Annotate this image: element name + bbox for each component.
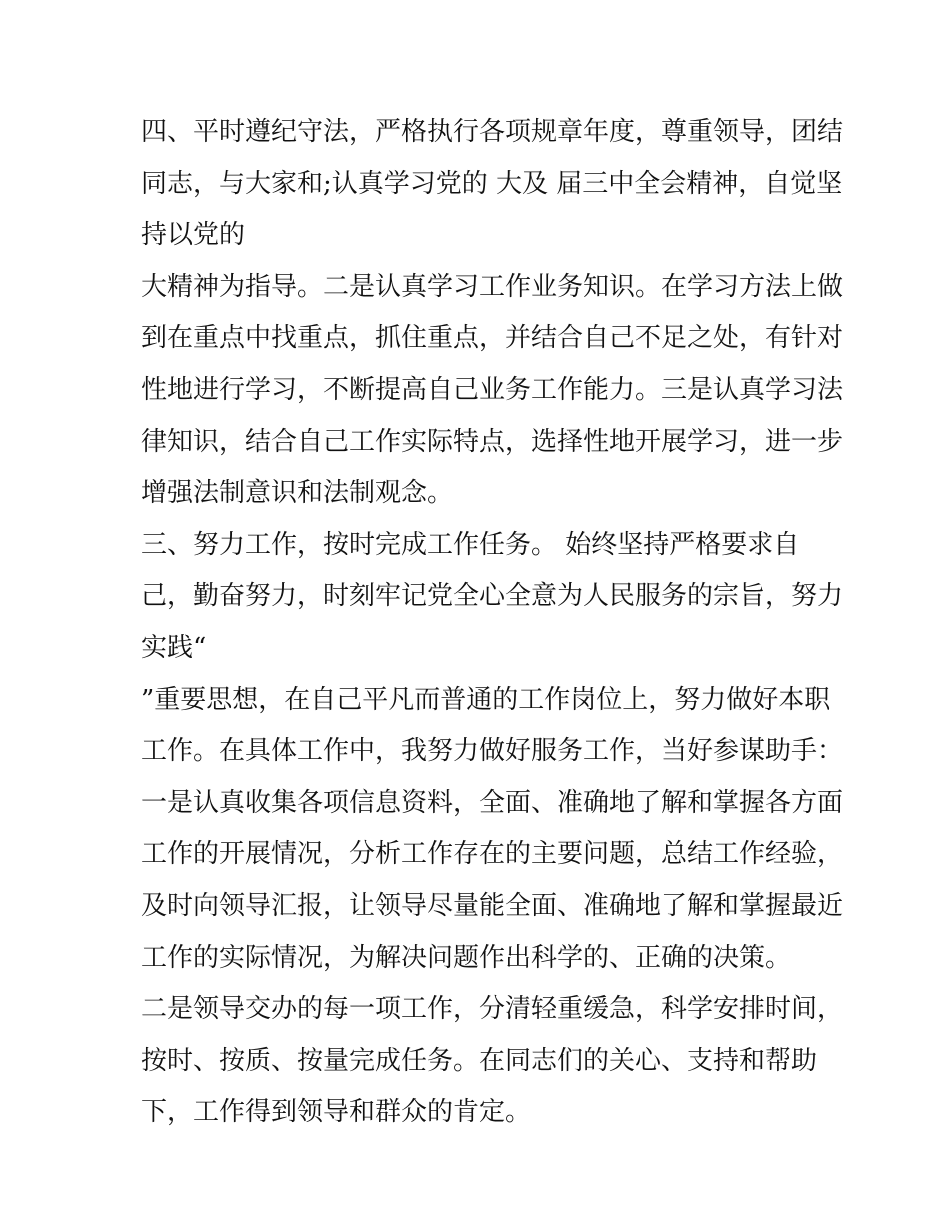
text-line: 及时向领导汇报，让领导尽量能全面、准确地了解和掌握最近 bbox=[141, 890, 844, 921]
text-line: 二是领导交办的每一项工作，分清轻重缓急，科学安排时间， bbox=[141, 994, 844, 1025]
text-line: 持以党的 bbox=[141, 220, 246, 251]
text-line: 性地进行学习，不断提高自己业务工作能力。三是认真学习法 bbox=[141, 374, 844, 405]
text-line: 律知识，结合自己工作实际特点，选择性地开展学习，进一步 bbox=[141, 426, 844, 457]
body-text bbox=[141, 107, 844, 1139]
text-line: 工作的实际情况，为解决问题作出科学的、正确的决策。 bbox=[141, 942, 792, 973]
text-line: 下，工作得到领导和群众的肯定。 bbox=[141, 1097, 532, 1128]
text-line: 一是认真收集各项信息资料，全面、准确地了解和掌握各方面 bbox=[141, 787, 844, 818]
text-line: 四、平时遵纪守法，严格执行各项规章年度，尊重领导，团结 bbox=[141, 117, 844, 147]
text-line: 同志，与大家和;认真学习党的 大及 届三中全会精神，自觉坚 bbox=[141, 168, 843, 199]
text-line: 按时、按质、按量完成任务。在同志们的关心、支持和帮助 bbox=[141, 1045, 818, 1076]
text-line: 己，勤奋努力，时刻牢记党全心全意为人民服务的宗旨，努力 bbox=[141, 581, 844, 612]
text-line: 工作的开展情况，分析工作存在的主要问题，总结工作经验， bbox=[141, 839, 844, 870]
text-line: 增强法制意识和法制观念。 bbox=[141, 478, 454, 509]
text-line: 三、努力工作，按时完成工作任务。 始终坚持严格要求自 bbox=[141, 529, 800, 560]
text-line: 到在重点中找重点，抓住重点，并结合自己不足之处，有针对 bbox=[141, 323, 844, 354]
text-line: 实践“ bbox=[141, 632, 207, 663]
text-line: 大精神为指导。二是认真学习工作业务知识。在学习方法上做 bbox=[141, 271, 844, 302]
text-line: ”重要思想，在自己平凡而普通的工作岗位上，努力做好本职 bbox=[141, 684, 831, 715]
text-line: 工作。在具体工作中，我努力做好服务工作，当好参谋助手： bbox=[141, 736, 844, 767]
